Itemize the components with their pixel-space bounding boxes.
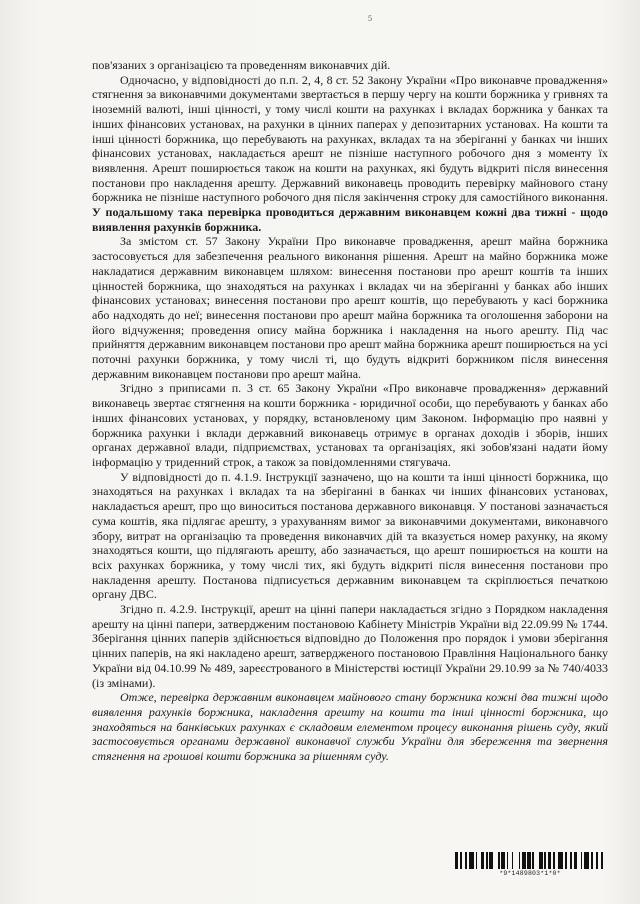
bold-check-every-two-weeks: У подальшому така перевірка проводиться державним виконавцем кожні два тижні - щодо виявлення рахунків боржника. [92,205,608,234]
page-number: 5 [368,14,372,23]
paragraph-instruction-4-2-9: Згідно п. 4.2.9. Інструкції, арешт на цінні папери накладається згідно з Порядком накладення арешту на цінні папери, затвердженим постановою Кабінету Міністрів України від 22.09.99 № 1744. Зберігання цінних паперів здійснюється відповідно до Положення про порядок і умови зберігання цінних паперів, на які накладено арешт, затвердженого постановою Правління Національного банку України від 04.10.99 № 489, зареєстрованого в Міністерстві юстиції України 29.10.99 за № 740/4033 (із змінами). [92,602,608,690]
paragraph-article-52-text: Одночасно, у відповідності до п.п. 2, 4, 8 ст. 52 Закону України «Про виконавче провадження» стягнення за виконавчими документами звертається в першу чергу на кошти боржника у гривнях та іноземній валюті, інші цінності, у тому числі кошти на рахунках і вкладах боржника у банках та інших фінансових установах, на рахунки в цінних паперах у депозитарних установах. На кошти та інші цінності боржника, що перебувають на рахунках, вкладах та на зберіганні у банках чи інших фінансових установах, накладається арешт не пізніше наступного робочого дня з моменту їх виявлення. Арешт поширюється також на кошти на рахунках, які будуть відкриті після винесення постанови про накладення арешту. Державний виконавець проводить перевірку майнового стану боржника не пізніше наступного робочого дня після закінчення строку для самостійного виконання. [92,72,608,205]
paragraph-instruction-4-1-9: У відповідності до п. 4.1.9. Інструкції зазначено, що на кошти та інші цінності боржника, що знаходяться на рахунках і вкладах та на зберіганні в банках чи інших фінансових установах, накладається арешт, про що виноситься постанова державного виконавця. У постанові зазначається сума коштів, яка підлягає арешту, з урахуванням вимог за виконавчими документами, виконавчого збору, витрат на організацію та проведення виконавчих дій та вказується номер рахунку, на якому знаходяться кошти, що підлягають арешту, або зазначається, що арешт поширюється на кошти на всіх рахунках боржника, у тому числі тих, які будуть відкриті після винесення постанови про накладення арешту. Постанова підписується державним виконавцем та скріплюється печаткою органу ДВС. [92,469,608,602]
paragraph-conclusion: Отже, перевірка державним виконавцем майнового стану боржника кожні два тижні щодо виявлення рахунків боржника, накладення арешту на кошти та інші цінності боржника, що знаходяться на банківських рахунках є складовим елементом процесу виконання рішень суду, який застосовується органами державної виконавчої служби України для збереження та звернення стягнення на грошові кошти боржника за рішенням суду. [92,690,608,764]
paragraph-article-65: Згідно з приписами п. 3 ст. 65 Закону України «Про виконавче провадження» державний виконавець звертає стягнення на кошти боржника - юридичної особи, що перебувають у банках або інших фінансових установах, у порядку, встановленому цим Законом. Інформацію про наявні у боржника рахунки і вклади державний виконавець отримує в органах доходів і зборів, інших органах державної влади, підприємствах, установах та організаціях, які зобов'язані надати йому інформацію у триденний строк, а також за повідомленнями стягувача. [92,381,608,469]
paragraph-article-52 [92,73,608,235]
document-body [92,58,608,764]
barcode [455,852,605,877]
barcode-bar [603,852,605,869]
paragraph-continuation: пов'язаних з організацією та проведенням виконавчих дій. [92,58,391,72]
paragraph-article-57: За змістом ст. 57 Закону України Про виконавче провадження, арешт майна боржника застосовується для забезпечення реального виконання рішення. Арешт на майно боржника може накладатися державним виконавцем шляхом: винесення постанови про арешт коштів та інших цінностей боржника, що знаходяться на рахунках і вкладах чи на зберіганні у банках або інших фінансових установах; винесення постанови про арешт коштів, що перебувають у касі боржника або надходять до неї; винесення постанови про арешт майна боржника та оголошення заборони на його відчуження; проведення опису майна боржника і накладення на нього арешту. Під час прийняття державним виконавцем постанови про арешт майна боржника арешт поширюється на усі поточні рахунки боржника, у тому числі ті, що будуть відкриті боржником після винесення державним виконавцем постанови про арешт майна. [92,234,608,381]
barcode-text: *9*1489803*1*0* [499,870,561,877]
barcode-bars [455,852,605,869]
